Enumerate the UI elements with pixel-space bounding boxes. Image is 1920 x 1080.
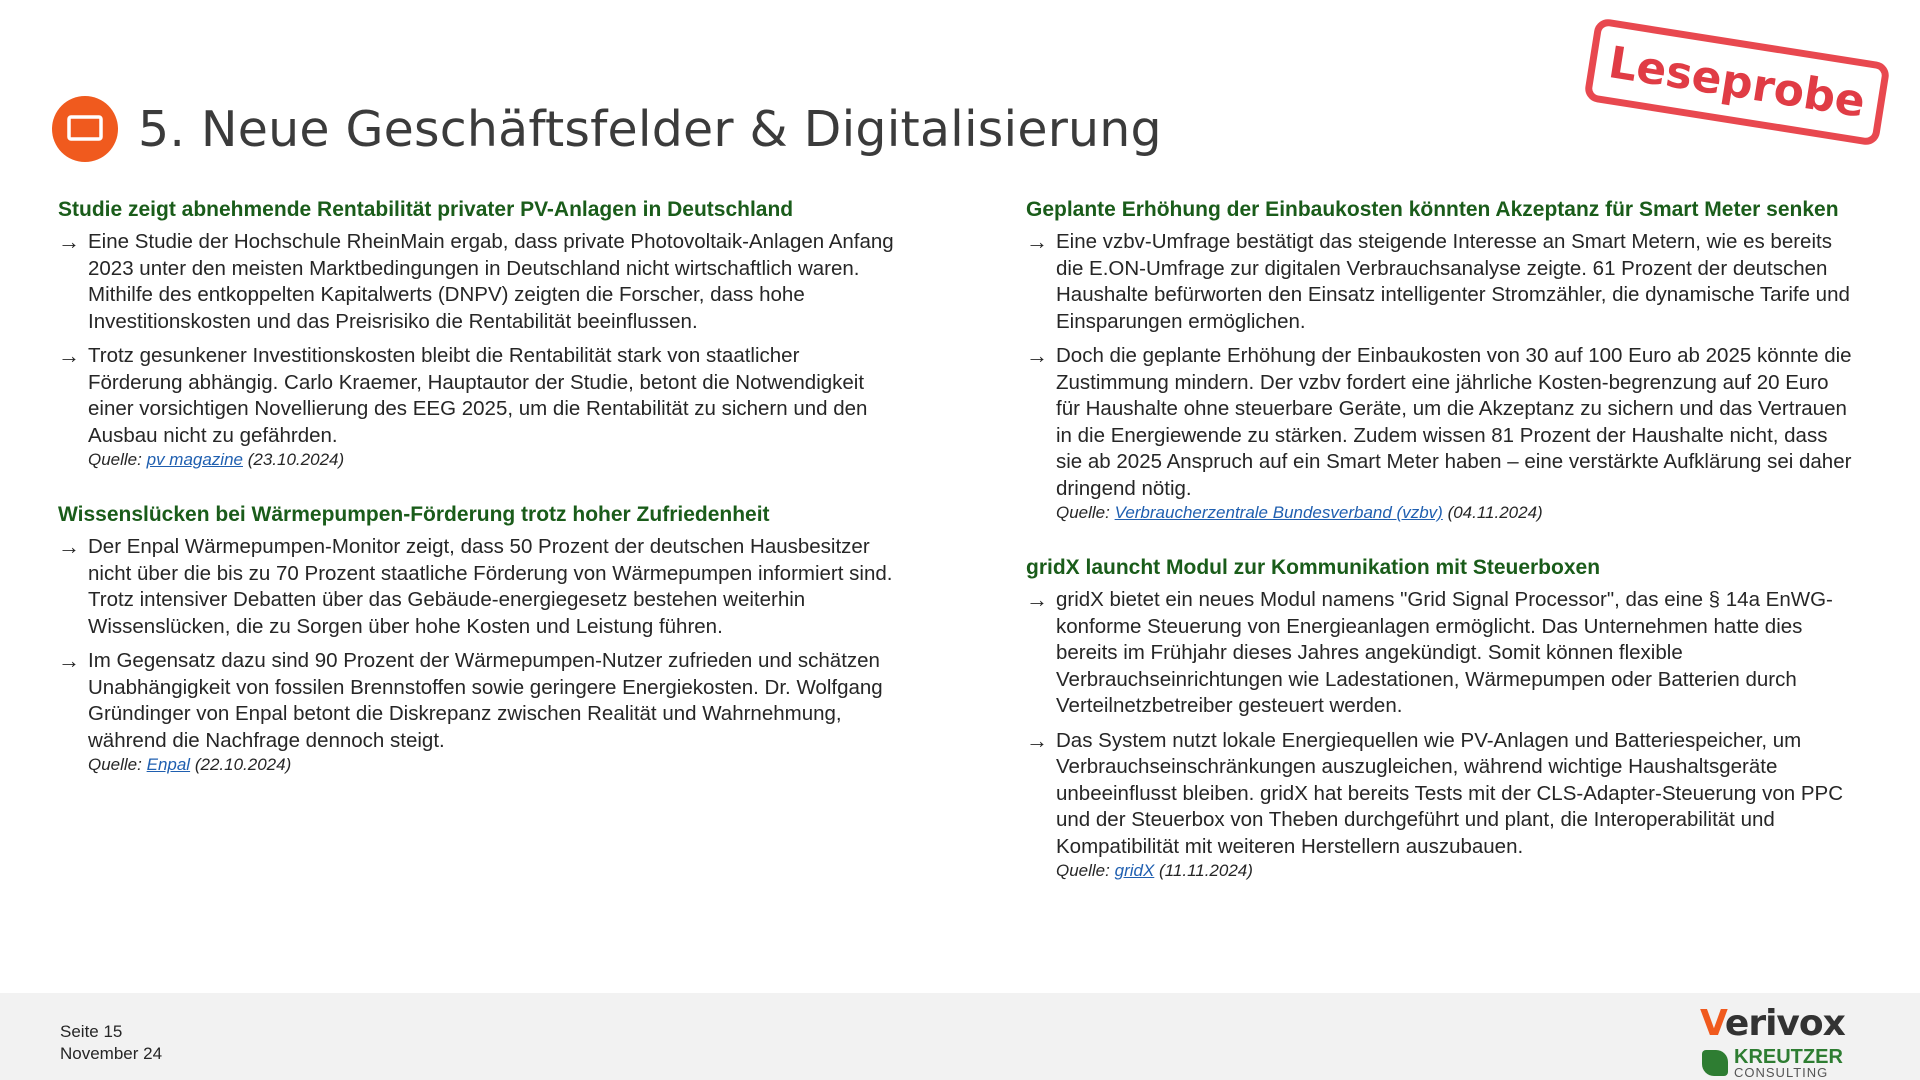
arrow-right-icon: → (1026, 343, 1048, 368)
page-date: November 24 (60, 1044, 163, 1063)
section-title: Wissenslücken bei Wärmepumpen-Förderung trotz hoher Zufriedenheit (58, 503, 770, 526)
source-prefix: Quelle: (1056, 503, 1110, 522)
right-column (1026, 196, 1856, 912)
source-line (58, 449, 898, 471)
page-info (60, 1021, 162, 1065)
source-link[interactable]: Verbraucherzentrale Bundesverband (vzbv) (1114, 503, 1443, 522)
arrow-right-icon: → (1026, 727, 1048, 753)
kreutzer-logo (1702, 1047, 1843, 1079)
source-prefix: Quelle: (1056, 861, 1110, 880)
bullet-text: Trotz gesunkener Investitionskosten bleibt die Rentabilität stark von staatlicher Förderung abhängig. Carlo Kraemer, Hauptautor der Studie, betont die Notwendigkeit einer vorsichtigen Novellierung des EEG 2025, um die Rentabilität zu sichern und den Ausbau nicht zu gefährden. (88, 344, 868, 447)
bullet-text: Eine vzbv-Umfrage bestätigt das steigende Interesse an Smart Metern, wie es bereits die E.ON-Umfrage zur digitalen Verbrauchsanalyse zeigte. 61 Prozent der deutschen Haushalte befürworten den Einsatz intelligenter Stromzähler, die dynamische Tarife und Einsparungen ermöglichen. (1056, 230, 1850, 333)
kreutzer-mark-icon (1702, 1050, 1728, 1076)
arrow-right-icon: → (1026, 229, 1048, 254)
bullet-item (58, 534, 898, 640)
bullet-text: Doch die geplante Erhöhung der Einbaukosten von 30 auf 100 Euro ab 2025 könnte die Zustimmung mindern. Der vzbv fordert eine jährliche Kosten-begrenzung auf 20 Euro für Haushalte ohne steuerbare Geräte, um die Akzeptanz zu sichern und das Vertrauen in die Energiewende zu stärken. Zudem wissen 81 Prozent der Haushalte nicht, dass sie ab 2025 Anspruch auf ein Smart Meter haben – eine verstärkte Aufklärung sei daher dringend nötig. (1056, 344, 1852, 500)
source-date: (04.11.2024) (1447, 503, 1543, 522)
bullet-list (1026, 229, 1856, 502)
bullet-item (1026, 343, 1856, 502)
arrow-right-icon: → (1026, 587, 1048, 612)
source-link[interactable]: Enpal (146, 755, 191, 774)
news-section-gridx (1026, 554, 1856, 882)
news-section-pv (58, 196, 898, 471)
brand-logos (1700, 1003, 1850, 1080)
kreutzer-name: KREUTZER (1734, 1046, 1843, 1068)
bullet-text: Im Gegensatz dazu sind 90 Prozent der Wärmepumpen-Nutzer zufrieden und schätzen Unabhängigkeit von fossilen Brennstoffen sowie geringere Energiekosten. Dr. Wolfgang Gründinger von Enpal betont die Diskrepanz zwischen Realität und Wahrnehmung, während die Nachfrage dennoch steigt. (88, 649, 883, 752)
bullet-item (1026, 229, 1856, 335)
news-section-heatpump (58, 501, 898, 776)
source-prefix: Quelle: (88, 450, 142, 469)
bullet-item (58, 229, 898, 335)
verivox-logo: Verivox (1700, 1003, 1845, 1044)
source-link[interactable]: gridX (1114, 861, 1155, 880)
bullet-list (58, 534, 898, 754)
bullet-item (58, 648, 898, 754)
section-title: gridX launcht Modul zur Kommunikation mit Steuerboxen (1026, 556, 1601, 579)
arrow-right-icon: → (58, 648, 80, 673)
source-line (1026, 502, 1856, 524)
source-prefix: Quelle: (88, 755, 142, 774)
bullet-list (58, 229, 898, 449)
page-number: Seite 15 (60, 1022, 123, 1041)
source-line (58, 754, 898, 776)
bullet-text: Eine Studie der Hochschule RheinMain ergab, dass private Photovoltaik-Anlagen Anfang 2023 unter den meisten Marktbedingungen in Deutschland nicht wirtschaftlich waren. Mithilfe des entkoppelten Kapitalwerts (DNPV) zeigten die Forscher, dass hohe Investitionskosten und das Preisrisiko die Rentabilität beeinflussen. (88, 230, 894, 333)
news-section-smart-meter (1026, 196, 1856, 524)
bullet-item (58, 343, 898, 449)
page-footer (0, 993, 1920, 1080)
arrow-right-icon: → (58, 343, 80, 368)
source-line (1026, 860, 1856, 882)
bullet-text: gridX bietet ein neues Modul namens "Grid Signal Processor", das eine § 14a EnWG-konforme Steuerung von Energieanlagen ermöglicht. Das Unternehmen hatte dies bereits im Frühjahr dieses Jahres angekündigt. Somit können flexible Verbrauchseinrichtungen wie Ladestationen, Wärmepumpen oder Batterien durch Verteilnetzbetreiber gesteuert werden. (1056, 588, 1833, 717)
source-link[interactable]: pv magazine (146, 450, 243, 469)
bullet-list (1026, 587, 1856, 860)
bullet-text: Das System nutzt lokale Energiequellen wie PV-Anlagen und Batteriespeicher, um Verbrauchseinschränkungen auszugleichen, während wichtige Haushaltsgeräte unbeeinflusst bleiben. gridX hat bereits Tests mit der CLS-Adapter-Steuerung von PPC und der Steuerbox von Theben durchgeführt und plant, die Interoperabilität und Kompatibilität mit weiteren Herstellern auszubauen. (1056, 728, 1844, 858)
section-title: Studie zeigt abnehmende Rentabilität privater PV-Anlagen in Deutschland (58, 198, 794, 221)
source-date: (22.10.2024) (194, 755, 292, 774)
bullet-item (1026, 728, 1856, 861)
leseprobe-stamp (1583, 17, 1890, 147)
page-title: 5. Neue Geschäftsfelder & Digitalisierung (138, 100, 1162, 158)
source-date: (11.11.2024) (1159, 861, 1253, 880)
arrow-right-icon: → (58, 534, 80, 559)
consulting-label: CONSULTING (1734, 1065, 1829, 1080)
page-header (52, 68, 1162, 191)
source-date: (23.10.2024) (247, 450, 345, 469)
stamp-text: Leseprobe (1605, 36, 1869, 128)
section-title: Geplante Erhöhung der Einbaukosten könnten Akzeptanz für Smart Meter senken (1026, 198, 1839, 221)
presentation-screen-icon (52, 96, 118, 162)
bullet-item (1026, 587, 1856, 720)
left-column (58, 196, 898, 806)
bullet-text: Der Enpal Wärmepumpen-Monitor zeigt, dass 50 Prozent der deutschen Hausbesitzer nicht über die bis zu 70 Prozent staatliche Förderung von Wärmepumpen informiert sind. Trotz intensiver Debatten über das Gebäude-energiegesetz bestehen weiterhin Wissenslücken, die zu Sorgen über hohe Kosten und Leistung führen. (88, 535, 893, 638)
arrow-right-icon: → (58, 229, 80, 254)
